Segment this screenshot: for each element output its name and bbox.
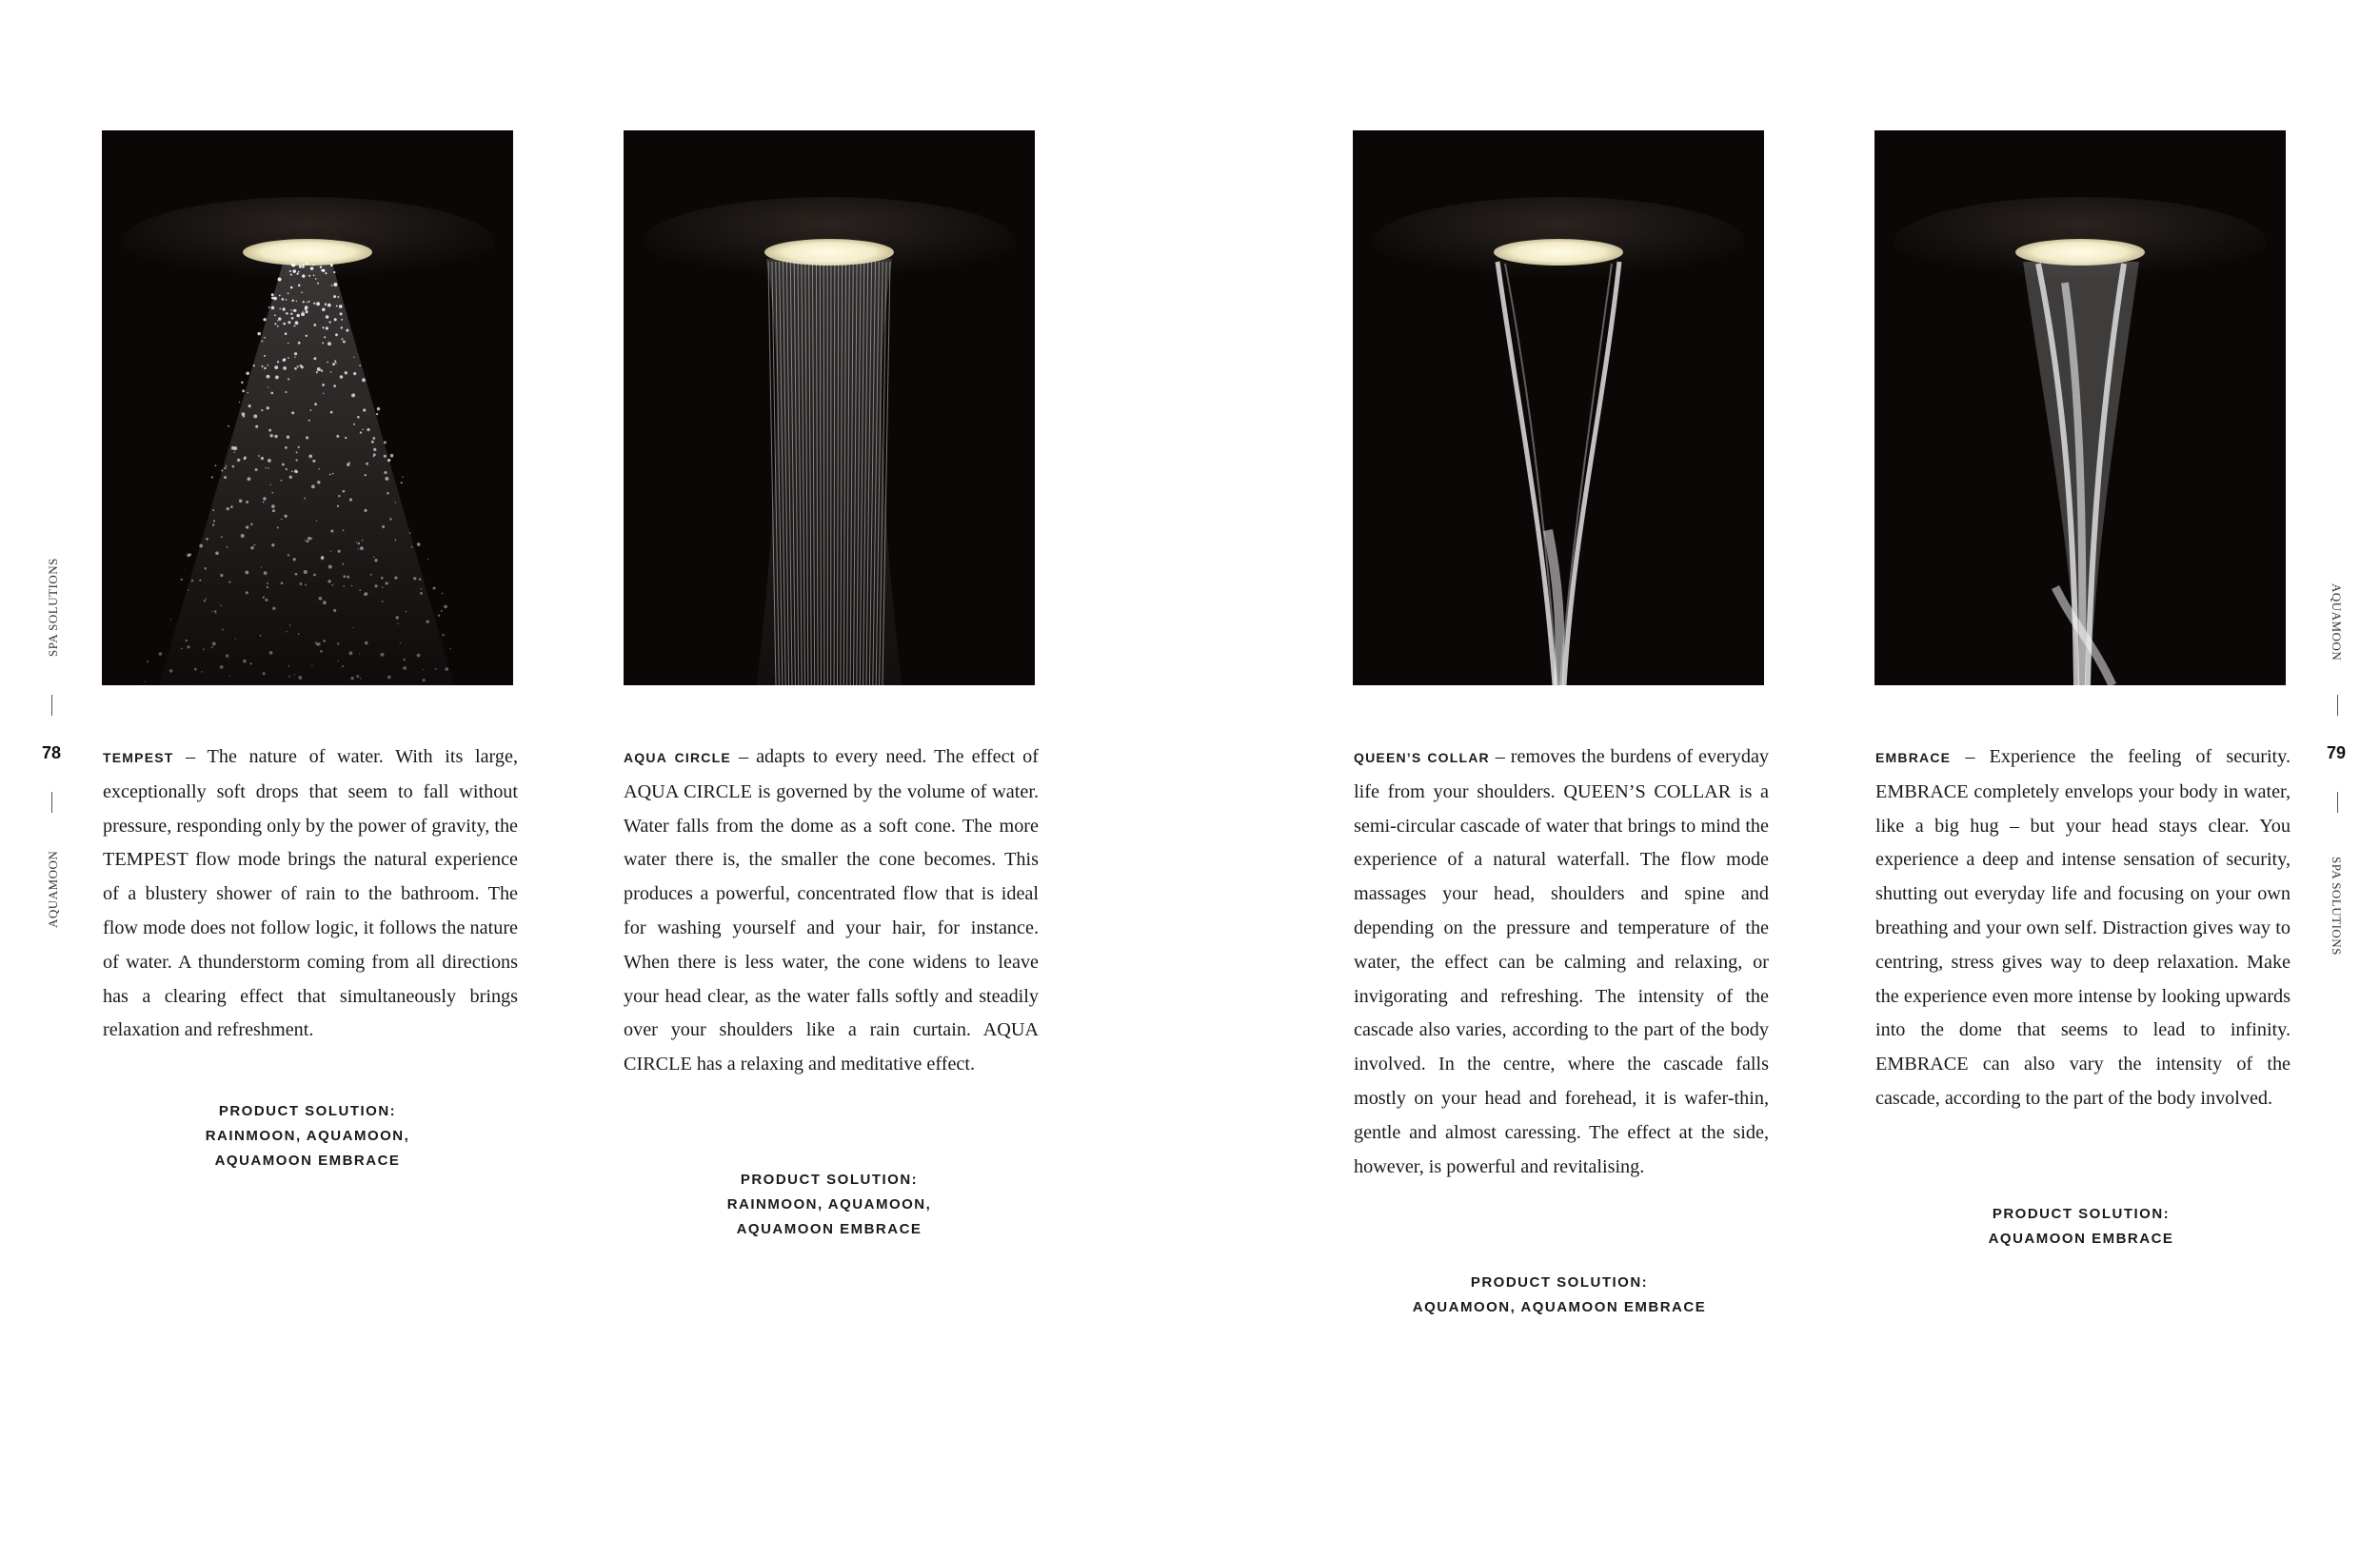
embrace-description: EMBRACE – Experience the feeling of security. EMBRACE completely envelops your body in water, like a big hug – but your head stays clear. You experience a deep and intense sensation of security, shutting out everyday life and focusing on your own breathing and your own self. Distraction gives way to centring, stress gives way to deep relaxation. Make the experience even more intense by looking upwards into the dome that seems to lead to infinity. EMBRACE can also vary the intensity of the cascade, according to the part of the body involved. (1875, 746, 2291, 1109)
aqua-circle-product-solution: PRODUCT SOLUTION: RAINMOON, AQUAMOON, AQUAMOON EMBRACE (726, 1172, 932, 1237)
queens-collar-description: QUEEN’S COLLAR – removes the burdens of everyday life from your shoulders. QUEEN’S COLLAR is a semi-circular cascade of water that brings to mind the experience of a natural waterfall. The flow mode massages your head, shoulders and spine and depending on the pressure and temperature of the water, the effect can be calming and relaxing, or invigorating and refreshing. The intensity of the cascade also varies, according to the part of the body involved. In the centre, where the cascade falls mostly on your head and forehead, it is wafer-thin, gentle and almost caressing. The effect at the side, however, is powerful and revitalising. (1354, 746, 1770, 1177)
aqua-circle-photo (624, 130, 1035, 685)
queens-collar-product-solution: PRODUCT SOLUTION: AQUAMOON, AQUAMOON EMBRACE (1412, 1274, 1707, 1315)
left-divider-bottom (51, 792, 52, 813)
right-section-label: SPA SOLUTIONS (2330, 857, 2344, 956)
tempest-product-solution: PRODUCT SOLUTION: RAINMOON, AQUAMOON, AQUAMOON EMBRACE (205, 1103, 410, 1169)
right-page-number: 79 (2327, 743, 2347, 762)
aqua-circle-shower-image (624, 130, 1035, 685)
left-page-number: 78 (42, 743, 62, 762)
aqua-circle-description: AQUA CIRCLE – adapts to every need. The effect of AQUA CIRCLE is governed by the volume of water. Water falls from the dome as a soft cone. The more water there is, the smaller the cone becomes. This produces a powerful, concentrated flow that is ideal for washing yourself and your hair, for instance. When there is less water, the cone widens to leave your head clear, as the water falls softly and steadily over your shoulders like a rain curtain. AQUA CIRCLE has a relaxing and meditative effect. (624, 746, 1039, 1075)
tempest-name: TEMPEST (103, 750, 174, 765)
tempest-shower-image (102, 130, 513, 685)
queens-collar-name: QUEEN’S COLLAR (1354, 750, 1490, 765)
tempest-description: TEMPEST – The nature of water. With its large, exceptionally soft drops that seem to fall without pressure, responding only by the power of gravity, the TEMPEST flow mode brings the natural experience of a blustery shower of rain to the bathroom. The flow mode does not follow logic, it follows the nature of water. A thunderstorm coming from all directions has a clearing effect that simultaneously brings relaxation and refreshment. (103, 746, 518, 1041)
embrace-product-solution: PRODUCT SOLUTION: AQUAMOON EMBRACE (1988, 1206, 2174, 1247)
queens-collar-shower-image (1353, 130, 1764, 685)
left-section-label: SPA SOLUTIONS (46, 558, 60, 657)
embrace-name: EMBRACE (1875, 750, 1952, 765)
left-product-label: AQUAMOON (46, 850, 60, 928)
right-divider-top (2337, 695, 2338, 716)
tempest-photo (102, 130, 513, 685)
left-divider-top (51, 695, 52, 716)
right-product-label: AQUAMOON (2330, 583, 2344, 661)
embrace-photo (1874, 130, 2286, 685)
queens-collar-photo (1353, 130, 1764, 685)
embrace-shower-image (1874, 130, 2286, 685)
right-divider-bottom (2337, 792, 2338, 813)
aqua-circle-name: AQUA CIRCLE (624, 750, 731, 765)
